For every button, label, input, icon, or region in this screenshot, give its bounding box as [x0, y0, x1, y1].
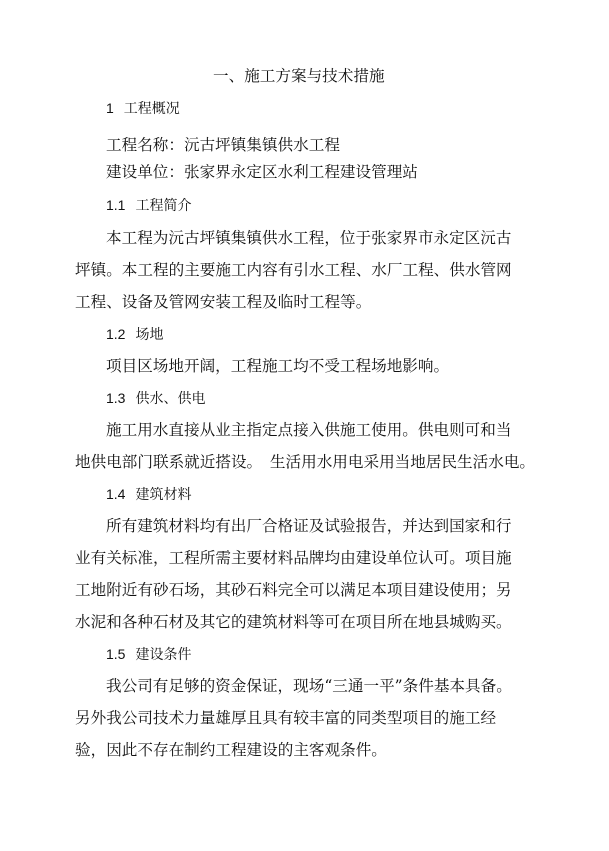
paragraph-line: 地供电部门联系就近搭设。 生活用水用电采用当地居民生活水电。 — [75, 453, 536, 471]
section-number: 1.3 — [106, 390, 126, 406]
section-number: 1.4 — [106, 486, 126, 502]
project-name-line: 工程名称：沅古坪镇集镇供水工程 — [106, 136, 340, 154]
section-heading-1-5 — [106, 644, 191, 665]
section-title: 场地 — [135, 327, 164, 343]
section-title: 建设条件 — [135, 647, 192, 663]
section-number: 1 — [106, 100, 114, 116]
paragraph-line: 我公司有足够的资金保证，现场“三通一平”条件基本具备。 — [106, 677, 512, 695]
paragraph-line: 施工用水直接从业主指定点接入供施工使用。供电则可和当 — [106, 421, 512, 439]
paragraph-line: 验，因此不存在制约工程建设的主客观条件。 — [75, 741, 387, 759]
paragraph-line: 工程、设备及管网安装工程及临时工程等。 — [75, 293, 372, 311]
section-title: 供水、供电 — [135, 391, 206, 407]
paragraph-line: 另外我公司技术力量雄厚且具有较丰富的同类型项目的施工经 — [75, 709, 497, 727]
paragraph-line: 项目区场地开阔，工程施工均不受工程场地影响。 — [106, 357, 450, 375]
section-title: 建筑材料 — [135, 487, 192, 503]
section-title: 工程简介 — [135, 198, 192, 214]
section-number: 1.1 — [106, 197, 126, 213]
section-title: 工程概况 — [123, 101, 180, 117]
section-heading-1 — [106, 98, 180, 119]
page-title: 一、施工方案与技术措施 — [213, 67, 385, 85]
section-heading-1-2 — [106, 324, 163, 345]
paragraph-line: 坪镇。本工程的主要施工内容有引水工程、水厂工程、供水管网 — [75, 261, 512, 279]
paragraph-line: 业有关标准，工程所需主要材料品牌均由建设单位认可。项目施 — [75, 549, 512, 567]
section-number: 1.5 — [106, 646, 126, 662]
section-heading-1-4 — [106, 484, 191, 505]
builder-line: 建设单位：张家界永定区水利工程建设管理站 — [106, 163, 418, 181]
paragraph-line: 工地附近有砂石场，其砂石料完全可以满足本项目建设使用；另 — [75, 581, 512, 599]
section-number: 1.2 — [106, 326, 126, 342]
paragraph-line: 所有建筑材料均有出厂合格证及试验报告，并达到国家和行 — [106, 517, 512, 535]
section-heading-1-1 — [106, 195, 191, 216]
section-heading-1-3 — [106, 388, 205, 409]
paragraph-line: 本工程为沅古坪镇集镇供水工程，位于张家界市永定区沅古 — [106, 229, 512, 247]
paragraph-line: 水泥和各种石材及其它的建筑材料等可在项目所在地县城购买。 — [75, 613, 512, 631]
